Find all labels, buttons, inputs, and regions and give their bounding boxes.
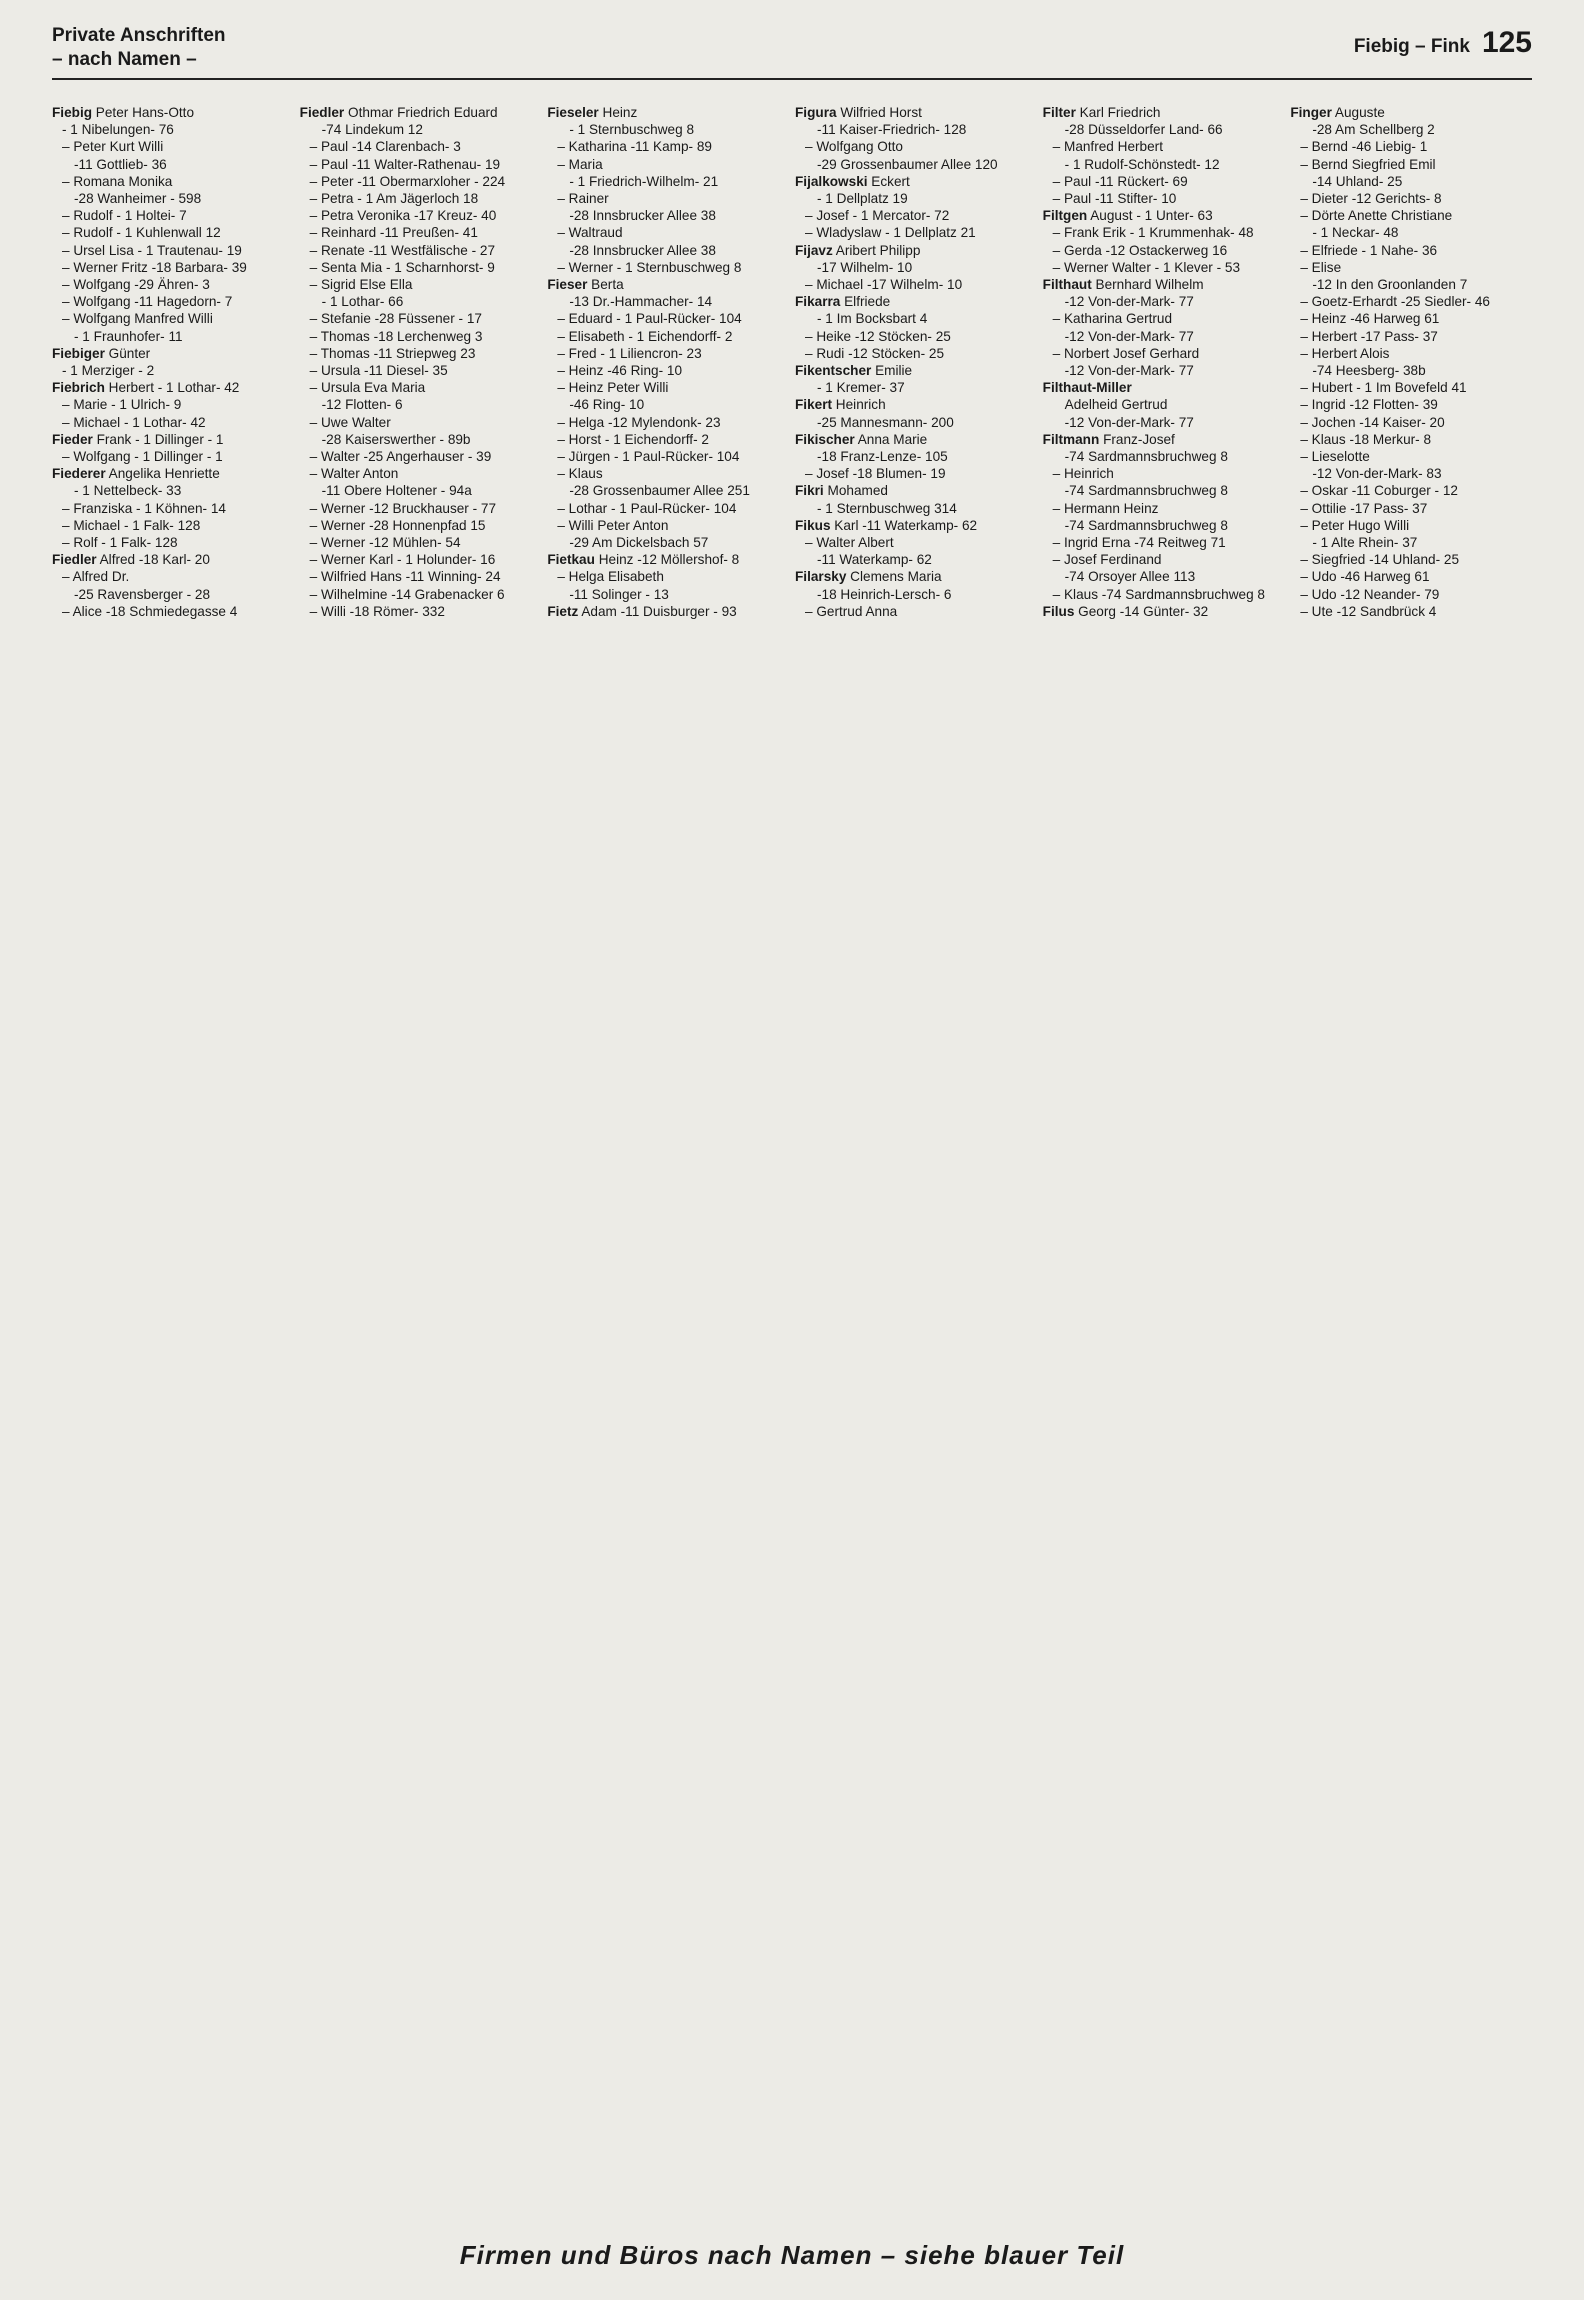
entry-surname: Fikarra: [795, 294, 841, 310]
entry-surname: Fiedler: [299, 105, 345, 120]
entry-surname: Fiebrich: [52, 380, 105, 396]
directory-entry: – Dieter -12 Gerichts- 8: [1300, 191, 1442, 207]
directory-entry: – Walter -25 Angerhauser - 39: [309, 449, 492, 465]
directory-entry: – Ursula Eva Maria: [309, 380, 426, 396]
entry-surname: Fiederer: [52, 466, 106, 482]
directory-entry: – Michael -17 Wilhelm- 10: [805, 277, 963, 293]
directory-entry: – Katharina -11 Kamp- 89: [557, 139, 712, 155]
directory-entry: Fietkau Heinz -12 Möllershof- 8: [547, 552, 740, 568]
directory-entry: – Alfred Dr.: [62, 569, 130, 585]
directory-entry: – Werner Walter - 1 Klever - 53: [1052, 259, 1241, 275]
entry-surname: Fikus: [795, 517, 831, 533]
directory-entry: – Frank Erik - 1 Krummenhak- 48: [1052, 225, 1254, 241]
directory-entry: – Herbert Alois: [1300, 345, 1390, 361]
directory-entry: -74 Sardmannsbruchweg 8: [1064, 449, 1228, 465]
section-title-line2: – nach Namen –: [52, 49, 197, 70]
directory-entry: – Rudolf - 1 Holtei- 7: [62, 208, 187, 224]
directory-entry: -28 Am Schellberg 2: [1312, 122, 1435, 138]
directory-entry: – Senta Mia - 1 Scharnhorst- 9: [309, 259, 495, 275]
directory-entry: – Wilhelmine -14 Grabenacker 6: [309, 586, 505, 602]
entry-surname: Fiebig: [52, 105, 93, 120]
name-range: Fiebig – Fink: [1353, 36, 1470, 57]
directory-entry: Fiebiger Günter: [52, 345, 151, 361]
directory-entry: -46 Ring- 10: [569, 397, 645, 413]
directory-column-6: [1290, 104, 1532, 2224]
directory-entry: – Jürgen - 1 Paul-Rücker- 104: [557, 449, 740, 465]
directory-entry: – Ursula -11 Diesel- 35: [309, 363, 448, 379]
directory-entry: – Goetz-Erhardt -25 Siedler- 46: [1300, 294, 1490, 310]
entry-surname: Finger: [1290, 105, 1332, 120]
directory-entry: Fiedler Alfred -18 Karl- 20: [52, 552, 210, 568]
directory-entry: – Thomas -18 Lerchenweg 3: [309, 328, 483, 344]
entry-surname: Fieser: [547, 277, 588, 293]
entry-surname: Filthaut-Miller: [1042, 380, 1132, 396]
directory-entry: Fiebig Peter Hans-Otto: [52, 105, 195, 120]
directory-entry: - 1 Fraunhofer- 11: [74, 328, 183, 344]
directory-entry: -74 Heesberg- 38b: [1312, 363, 1426, 379]
directory-entry: – Rudolf - 1 Kuhlenwall 12: [62, 225, 221, 241]
entry-surname: Filtmann: [1042, 431, 1100, 447]
directory-column-3: [547, 104, 789, 2224]
directory-entry: [1043, 379, 1285, 396]
directory-entry: – Peter -11 Obermarxloher - 224: [309, 173, 506, 189]
directory-entry: – Gerda -12 Ostackerweg 16: [1052, 242, 1228, 258]
entry-surname: Filter: [1042, 105, 1076, 120]
directory-entry: Fikri Mohamed: [795, 483, 888, 499]
directory-entry: – Gertrud Anna: [805, 603, 898, 619]
directory-entry: – Uwe Walter: [309, 414, 391, 430]
directory-entry: -28 Grossenbaumer Allee 251: [569, 483, 750, 499]
directory-entry: – Michael - 1 Falk- 128: [62, 517, 201, 533]
directory-entry: – Heinrich: [1052, 466, 1114, 482]
directory-entry: Finger Auguste: [1290, 105, 1385, 120]
directory-entry: – Willi Peter Anton: [557, 517, 669, 533]
directory-entry: – Paul -14 Clarenbach- 3: [309, 139, 461, 155]
directory-entry: -12 Von-der-Mark- 77: [1064, 294, 1194, 310]
directory-entry: -74 Orsoyer Allee 113: [1064, 569, 1196, 585]
directory-entry: – Peter Kurt Willi: [62, 139, 164, 155]
directory-entry: -18 Franz-Lenze- 105: [817, 449, 948, 465]
directory-entry: Fikert Heinrich: [795, 397, 886, 413]
directory-entry: Fikentscher Emilie: [795, 363, 913, 379]
directory-entry: - 1 Sternbuschweg 8: [569, 122, 695, 138]
directory-entry: – Wolfgang -11 Hagedorn- 7: [62, 294, 233, 310]
directory-entry: -74 Lindekum 12: [321, 122, 423, 138]
directory-entry: - 1 Dellplatz 19: [817, 191, 908, 207]
directory-entry: – Maria: [557, 156, 603, 172]
directory-entry: - 1 Nibelungen- 76: [62, 122, 174, 138]
entry-surname: Fikert: [795, 397, 833, 413]
directory-entry: -28 Innsbrucker Allee 38: [569, 208, 716, 224]
directory-entry: – Heinz -46 Harweg 61: [1300, 311, 1440, 327]
directory-entry: Fiederer Angelika Henriette: [52, 466, 220, 482]
header-divider: [52, 78, 1532, 80]
directory-entry: -28 Kaiserswerther - 89b: [321, 431, 471, 447]
directory-entry: Filthaut Bernhard Wilhelm: [1042, 277, 1204, 293]
entry-surname: Filthaut: [1042, 277, 1092, 293]
directory-entry: – Wolfgang Otto: [805, 139, 903, 155]
directory-entry: – Lothar - 1 Paul-Rücker- 104: [557, 500, 737, 516]
directory-entry: -25 Mannesmann- 200: [817, 414, 954, 430]
directory-entry: – Josef Ferdinand: [1052, 552, 1162, 568]
directory-entry: – Katharina Gertrud: [1052, 311, 1173, 327]
directory-entry: – Sigrid Else Ella: [309, 277, 413, 293]
directory-entry: – Hubert - 1 Im Bovefeld 41: [1300, 380, 1467, 396]
directory-entry: – Bernd Siegfried Emil: [1300, 156, 1436, 172]
directory-entry: – Reinhard -11 Preußen- 41: [309, 225, 478, 241]
directory-entry: Fietz Adam -11 Duisburger - 93: [547, 603, 737, 619]
directory-entry: – Wolfgang -29 Ähren- 3: [62, 277, 210, 293]
directory-entry: – Elise: [1300, 259, 1342, 275]
directory-entry: -12 Von-der-Mark- 77: [1064, 328, 1194, 344]
directory-entry: Figura Wilfried Horst: [795, 105, 922, 120]
directory-entry: – Hermann Heinz: [1052, 500, 1159, 516]
entry-surname: Figura: [795, 105, 837, 120]
directory-entry: -18 Heinrich-Lersch- 6: [817, 586, 952, 602]
directory-entry: – Herbert -17 Pass- 37: [1300, 328, 1438, 344]
directory-entry: – Rudi -12 Stöcken- 25: [805, 345, 945, 361]
directory-entry: Filarsky Clemens Maria: [795, 569, 942, 585]
directory-entry: -11 Kaiser-Friedrich- 128: [817, 122, 967, 138]
entry-surname: Fikischer: [795, 431, 855, 447]
directory-entry: – Klaus -18 Merkur- 8: [1300, 431, 1432, 447]
directory-entry: Fiedler Othmar Friedrich Eduard: [299, 105, 498, 120]
directory-entry: -12 In den Groonlanden 7: [1312, 277, 1468, 293]
directory-entry: – Dörte Anette Christiane: [1300, 208, 1453, 224]
directory-entry: – Fred - 1 Liliencron- 23: [557, 345, 702, 361]
directory-entry: – Wolfgang - 1 Dillinger - 1: [62, 449, 223, 465]
entry-surname: Fikentscher: [795, 363, 872, 379]
footer-note: Firmen und Büros nach Namen – siehe blauer Teil: [459, 2240, 1125, 2270]
directory-entry: Adelheid Gertrud: [1064, 397, 1168, 413]
section-title: [52, 24, 226, 72]
directory-entry: Fijavz Aribert Philipp: [795, 242, 921, 258]
entry-surname: Fiebiger: [52, 345, 105, 361]
directory-entry: – Elfriede - 1 Nahe- 36: [1300, 242, 1438, 258]
directory-entry: -11 Gottlieb- 36: [74, 156, 167, 172]
directory-entry: -74 Sardmannsbruchweg 8: [1064, 483, 1228, 499]
directory-entry: – Romana Monika: [62, 173, 173, 189]
entry-surname: Fieseler: [547, 105, 599, 120]
directory-entry: – Helga Elisabeth: [557, 569, 664, 585]
directory-entry: – Werner -28 Honnenpfad 15: [309, 517, 486, 533]
directory-entry: – Willi -18 Römer- 332: [309, 603, 445, 619]
directory-entry: -11 Obere Holtener - 94a: [321, 483, 472, 499]
entry-surname: Fietz: [547, 603, 579, 619]
directory-entry: -12 Flotten- 6: [321, 397, 403, 413]
entry-surname: Fikri: [795, 483, 824, 499]
directory-entry: Fieser Berta: [547, 277, 624, 293]
directory-entry: – Werner Fritz -18 Barbara- 39: [62, 259, 247, 275]
page-footer: [0, 2240, 1584, 2271]
section-title-line1: Private Anschriften: [52, 25, 226, 46]
directory-columns: [52, 104, 1532, 2224]
directory-entry: – Michael - 1 Lothar- 42: [62, 414, 206, 430]
directory-entry: -25 Ravensberger - 28: [74, 586, 211, 602]
directory-entry: - 1 Neckar- 48: [1312, 225, 1399, 241]
page-number: 125: [1481, 26, 1532, 59]
header-right: [1354, 26, 1532, 60]
directory-entry: -11 Solinger - 13: [569, 586, 669, 602]
directory-entry: – Wilfried Hans -11 Winning- 24: [309, 569, 501, 585]
directory-entry: – Werner Karl - 1 Holunder- 16: [309, 552, 496, 568]
directory-entry: – Paul -11 Walter-Rathenau- 19: [309, 156, 501, 172]
directory-entry: – Waltraud: [557, 225, 623, 241]
directory-entry: – Siegfried -14 Uhland- 25: [1300, 552, 1460, 568]
directory-entry: - 1 Sternbuschweg 314: [817, 500, 957, 516]
directory-entry: -29 Am Dickelsbach 57: [569, 535, 709, 551]
directory-entry: -28 Innsbrucker Allee 38: [569, 242, 716, 258]
directory-entry: – Josef -18 Blumen- 19: [805, 466, 946, 482]
entry-surname: Fijalkowski: [795, 173, 868, 189]
directory-entry: – Bernd -46 Liebig- 1: [1300, 139, 1428, 155]
directory-entry: – Peter Hugo Willi: [1300, 517, 1410, 533]
directory-entry: - 1 Im Bocksbart 4: [817, 311, 928, 327]
directory-entry: Filtmann Franz-Josef: [1042, 431, 1175, 447]
directory-entry: -14 Uhland- 25: [1312, 173, 1403, 189]
directory-entry: - 1 Merziger - 2: [62, 363, 155, 379]
directory-entry: -12 Von-der-Mark- 83: [1312, 466, 1442, 482]
page-header: [52, 22, 1532, 82]
directory-entry: - 1 Lothar- 66: [321, 294, 404, 310]
directory-entry: Filter Karl Friedrich: [1042, 105, 1161, 120]
entry-surname: Filus: [1042, 603, 1075, 619]
directory-entry: - 1 Alte Rhein- 37: [1312, 535, 1418, 551]
directory-entry: -12 Von-der-Mark- 77: [1064, 414, 1194, 430]
directory-entry: – Heinz -46 Ring- 10: [557, 363, 683, 379]
directory-entry: Fikus Karl -11 Waterkamp- 62: [795, 517, 978, 533]
directory-entry: – Josef - 1 Mercator- 72: [805, 208, 950, 224]
directory-entry: – Oskar -11 Coburger - 12: [1300, 483, 1458, 499]
directory-column-2: [300, 104, 542, 2224]
directory-entry: – Udo -12 Neander- 79: [1300, 586, 1440, 602]
directory-column-1: [52, 104, 294, 2224]
directory-column-5: [1043, 104, 1285, 2224]
entry-surname: Fiedler: [52, 552, 97, 568]
directory-entry: Fiebrich Herbert - 1 Lothar- 42: [52, 380, 240, 396]
directory-entry: Fijalkowski Eckert: [795, 173, 910, 189]
directory-entry: – Elisabeth - 1 Eichendorff- 2: [557, 328, 733, 344]
directory-entry: – Walter Albert: [805, 535, 894, 551]
directory-entry: - 1 Nettelbeck- 33: [74, 483, 182, 499]
directory-entry: Filtgen August - 1 Unter- 63: [1042, 208, 1213, 224]
entry-surname: Filarsky: [795, 569, 847, 585]
directory-entry: – Ursel Lisa - 1 Trautenau- 19: [62, 242, 242, 258]
directory-entry: – Paul -11 Rückert- 69: [1052, 173, 1188, 189]
directory-entry: – Norbert Josef Gerhard: [1052, 345, 1200, 361]
directory-entry: – Helga -12 Mylendonk- 23: [557, 414, 721, 430]
directory-entry: – Petra Veronika -17 Kreuz- 40: [309, 208, 497, 224]
directory-entry: – Marie - 1 Ulrich- 9: [62, 397, 182, 413]
directory-column-4: [795, 104, 1037, 2224]
directory-entry: – Manfred Herbert: [1052, 139, 1163, 155]
directory-entry: – Thomas -11 Striepweg 23: [309, 345, 476, 361]
directory-entry: -74 Sardmannsbruchweg 8: [1064, 517, 1228, 533]
directory-entry: - 1 Rudolf-Schönstedt- 12: [1064, 156, 1220, 172]
directory-entry: – Ingrid -12 Flotten- 39: [1300, 397, 1438, 413]
directory-entry: – Heike -12 Stöcken- 25: [805, 328, 951, 344]
directory-entry: – Ute -12 Sandbrück 4: [1300, 603, 1437, 619]
directory-entry: – Ingrid Erna -74 Reitweg 71: [1052, 535, 1226, 551]
directory-entry: – Rainer: [557, 191, 609, 207]
directory-entry: Filus Georg -14 Günter- 32: [1042, 603, 1209, 619]
directory-entry: -29 Grossenbaumer Allee 120: [817, 156, 998, 172]
directory-entry: – Werner -12 Bruckhauser - 77: [309, 500, 497, 516]
directory-entry: Fikarra Elfriede: [795, 294, 891, 310]
directory-entry: – Heinz Peter Willi: [557, 380, 669, 396]
directory-entry: – Werner - 1 Sternbuschweg 8: [557, 259, 742, 275]
directory-entry: – Udo -46 Harweg 61: [1300, 569, 1430, 585]
directory-entry: - 1 Kremer- 37: [817, 380, 905, 396]
directory-entry: Fieder Frank - 1 Dillinger - 1: [52, 431, 224, 447]
directory-entry: -17 Wilhelm- 10: [817, 259, 913, 275]
directory-entry: Fikischer Anna Marie: [795, 431, 928, 447]
directory-entry: -28 Wanheimer - 598: [74, 191, 202, 207]
directory-entry: – Stefanie -28 Füssener - 17: [309, 311, 482, 327]
directory-entry: – Walter Anton: [309, 466, 399, 482]
entry-surname: Fieder: [52, 431, 93, 447]
directory-entry: -11 Waterkamp- 62: [817, 552, 932, 568]
directory-entry: – Wladyslaw - 1 Dellplatz 21: [805, 225, 976, 241]
directory-entry: Fieseler Heinz: [547, 105, 638, 120]
directory-entry: – Werner -12 Mühlen- 54: [309, 535, 461, 551]
directory-entry: – Jochen -14 Kaiser- 20: [1300, 414, 1445, 430]
directory-entry: – Renate -11 Westfälische - 27: [309, 242, 496, 258]
directory-entry: – Paul -11 Stifter- 10: [1052, 191, 1177, 207]
directory-entry: – Klaus: [557, 466, 603, 482]
directory-entry: – Eduard - 1 Paul-Rücker- 104: [557, 311, 742, 327]
directory-entry: – Horst - 1 Eichendorff- 2: [557, 431, 709, 447]
directory-entry: -28 Düsseldorfer Land- 66: [1064, 122, 1223, 138]
directory-entry: – Ottilie -17 Pass- 37: [1300, 500, 1428, 516]
directory-entry: -13 Dr.-Hammacher- 14: [569, 294, 713, 310]
entry-surname: Fietkau: [547, 552, 595, 568]
directory-entry: - 1 Friedrich-Wilhelm- 21: [569, 173, 719, 189]
directory-entry: – Klaus -74 Sardmannsbruchweg 8: [1052, 586, 1265, 602]
directory-entry: – Petra - 1 Am Jägerloch 18: [309, 191, 479, 207]
directory-entry: -12 Von-der-Mark- 77: [1064, 363, 1194, 379]
directory-entry: – Franziska - 1 Köhnen- 14: [62, 500, 226, 516]
entry-surname: Filtgen: [1042, 208, 1088, 224]
entry-surname: Fijavz: [795, 242, 833, 258]
directory-entry: – Alice -18 Schmiedegasse 4: [62, 603, 238, 619]
directory-entry: – Rolf - 1 Falk- 128: [62, 535, 178, 551]
directory-entry: – Lieselotte: [1300, 449, 1370, 465]
directory-entry: – Wolfgang Manfred Willi: [62, 311, 213, 327]
